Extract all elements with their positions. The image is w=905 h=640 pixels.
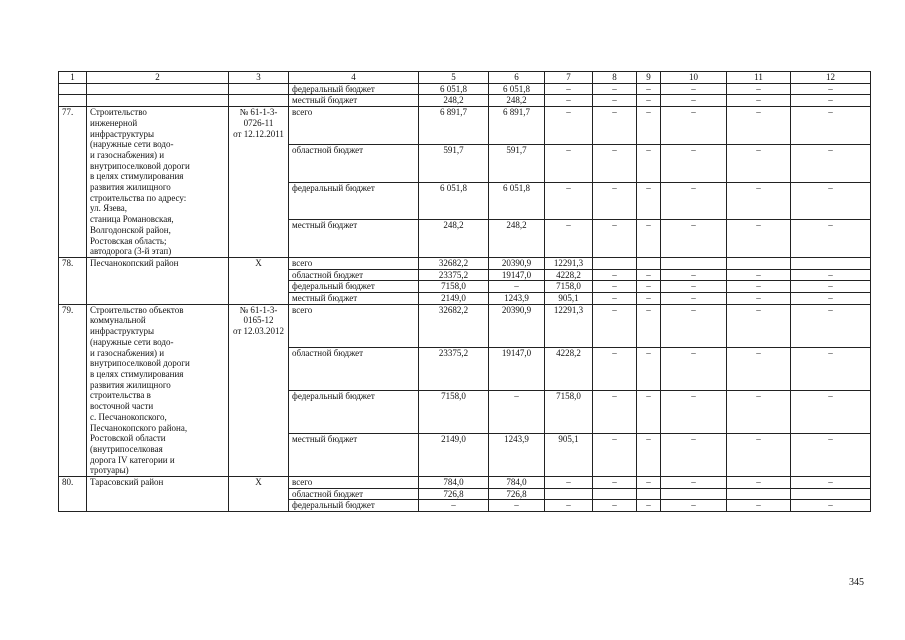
budget-source-label: областной бюджет [289, 144, 419, 182]
column-number: 7 [545, 72, 593, 84]
value-cell: 6 051,8 [419, 182, 489, 220]
document-ref: X [229, 257, 289, 304]
column-number: 1 [59, 72, 87, 84]
budget-source-label: федеральный бюджет [289, 500, 419, 512]
budget-source-label: местный бюджет [289, 220, 419, 258]
column-number: 11 [727, 72, 791, 84]
header-row [59, 72, 871, 84]
empty-cell [59, 95, 87, 107]
column-number: 10 [661, 72, 727, 84]
table-row [59, 257, 871, 269]
value-cell: – [593, 107, 637, 145]
value-cell: – [545, 477, 593, 489]
value-cell: 248,2 [419, 220, 489, 258]
item-name [87, 304, 229, 476]
value-cell: – [545, 144, 593, 182]
empty-cell [87, 83, 229, 95]
value-cell: – [593, 269, 637, 281]
value-cell [637, 257, 661, 269]
value-cell: 20390,9 [489, 257, 545, 269]
value-cell: 784,0 [419, 477, 489, 489]
empty-cell [229, 83, 289, 95]
value-cell: – [637, 220, 661, 258]
item-name-line: автодорога (3-й этап) [90, 246, 172, 257]
value-cell: 7158,0 [545, 390, 593, 433]
value-cell: – [727, 269, 791, 281]
budget-source-label: всего [289, 257, 419, 269]
column-number: 6 [489, 72, 545, 84]
value-cell: – [593, 293, 637, 305]
item-name-line: ул. Язева, [90, 203, 128, 214]
budget-source-label: федеральный бюджет [289, 281, 419, 293]
value-cell: 248,2 [489, 95, 545, 107]
value-cell: – [637, 83, 661, 95]
value-cell: 248,2 [489, 220, 545, 258]
value-cell: – [593, 144, 637, 182]
value-cell [593, 257, 637, 269]
value-cell: – [727, 83, 791, 95]
value-cell: – [489, 281, 545, 293]
value-cell: – [727, 144, 791, 182]
item-name-line: с. Песчанокопского, [90, 411, 167, 422]
value-cell: – [637, 304, 661, 347]
value-cell: – [637, 281, 661, 293]
value-cell: – [593, 281, 637, 293]
table-row [59, 83, 871, 95]
value-cell: – [727, 182, 791, 220]
budget-source-label: всего [289, 107, 419, 145]
item-name-line: и газоснабжения) и [90, 347, 165, 358]
value-cell: – [791, 107, 871, 145]
value-cell: – [637, 269, 661, 281]
item-name: Песчанокопский район [87, 257, 229, 304]
value-cell: – [545, 500, 593, 512]
budget-source-label: федеральный бюджет [289, 390, 419, 433]
value-cell [637, 488, 661, 500]
item-name-line: (внутрипоселковая [90, 443, 163, 454]
item-name-line: Ростовская область; [90, 235, 167, 246]
page-number: 345 [849, 577, 864, 588]
value-cell: – [661, 144, 727, 182]
value-cell: 32682,2 [419, 257, 489, 269]
item-name-line: дорога IV категории и [90, 454, 175, 465]
value-cell: – [791, 182, 871, 220]
value-cell: – [593, 390, 637, 433]
value-cell: – [593, 347, 637, 390]
value-cell: – [593, 477, 637, 489]
value-cell: – [661, 107, 727, 145]
value-cell: – [791, 347, 871, 390]
value-cell: – [727, 433, 791, 476]
column-number: 8 [593, 72, 637, 84]
budget-source-label: областной бюджет [289, 269, 419, 281]
document-ref-line: от 12.03.2012 [232, 326, 285, 337]
value-cell: – [593, 304, 637, 347]
value-cell: – [637, 347, 661, 390]
value-cell: – [545, 95, 593, 107]
value-cell: – [637, 144, 661, 182]
document-ref-line: 0165-12 [243, 315, 274, 326]
item-name-line: станица Романовская, [90, 214, 174, 225]
value-cell: – [419, 500, 489, 512]
column-number: 12 [791, 72, 871, 84]
value-cell: – [593, 500, 637, 512]
value-cell: – [593, 95, 637, 107]
value-cell [791, 257, 871, 269]
value-cell: 1243,9 [489, 433, 545, 476]
item-number: 80. [59, 477, 87, 512]
value-cell: – [593, 83, 637, 95]
value-cell: – [661, 293, 727, 305]
value-cell: – [791, 83, 871, 95]
value-cell: – [661, 182, 727, 220]
budget-source-label: областной бюджет [289, 347, 419, 390]
value-cell: 7158,0 [419, 281, 489, 293]
budget-source-label: местный бюджет [289, 433, 419, 476]
value-cell: – [637, 107, 661, 145]
value-cell: 12291,3 [545, 257, 593, 269]
empty-cell [59, 83, 87, 95]
column-number: 3 [229, 72, 289, 84]
item-name-line: Строительство объектов [90, 304, 184, 315]
item-name-line: строительства по адресу: [90, 192, 187, 203]
item-name-line: коммунальной [90, 315, 146, 326]
item-name-line: строительства в [90, 390, 151, 401]
value-cell: 905,1 [545, 293, 593, 305]
item-name-line: в целях стимулирования [90, 171, 184, 182]
value-cell: – [545, 220, 593, 258]
value-cell: 7158,0 [419, 390, 489, 433]
value-cell: 726,8 [419, 488, 489, 500]
item-name-line: восточной части [90, 401, 154, 412]
value-cell: – [661, 95, 727, 107]
value-cell: 2149,0 [419, 293, 489, 305]
value-cell: 23375,2 [419, 269, 489, 281]
value-cell: 12291,3 [545, 304, 593, 347]
budget-table [58, 71, 871, 512]
table-row [59, 107, 871, 145]
empty-cell [87, 95, 229, 107]
item-name-line: Песчанокопского района, [90, 422, 188, 433]
item-name-line: (наружные сети водо- [90, 139, 174, 150]
value-cell: – [593, 433, 637, 476]
budget-source-label: всего [289, 477, 419, 489]
value-cell: – [637, 293, 661, 305]
value-cell [593, 488, 637, 500]
value-cell: – [661, 433, 727, 476]
value-cell: – [637, 95, 661, 107]
value-cell: 591,7 [489, 144, 545, 182]
value-cell: – [489, 390, 545, 433]
value-cell: 19147,0 [489, 269, 545, 281]
value-cell: – [637, 182, 661, 220]
item-name-line: инфраструктуры [90, 128, 154, 139]
item-number: 78. [59, 257, 87, 304]
value-cell: – [791, 477, 871, 489]
value-cell [727, 257, 791, 269]
item-number: 77. [59, 107, 87, 258]
value-cell: 248,2 [419, 95, 489, 107]
item-name-line: инженерной [90, 117, 138, 128]
value-cell: 905,1 [545, 433, 593, 476]
budget-source-label: местный бюджет [289, 293, 419, 305]
column-number: 5 [419, 72, 489, 84]
value-cell: – [661, 220, 727, 258]
table-row [59, 304, 871, 347]
value-cell: – [727, 347, 791, 390]
value-cell: – [791, 144, 871, 182]
column-number: 9 [637, 72, 661, 84]
item-name [87, 107, 229, 258]
document-ref-line: 0726-11 [243, 117, 274, 128]
column-number: 4 [289, 72, 419, 84]
value-cell: – [791, 433, 871, 476]
value-cell: – [791, 293, 871, 305]
value-cell: 32682,2 [419, 304, 489, 347]
item-name-line: Ростовской области [90, 433, 166, 444]
value-cell: – [791, 500, 871, 512]
value-cell: – [727, 293, 791, 305]
value-cell: – [791, 281, 871, 293]
document-ref [229, 107, 289, 258]
item-name-line: и газоснабжения) и [90, 149, 165, 160]
value-cell: – [661, 304, 727, 347]
item-name-line: внутрипоселковой дороги [90, 160, 190, 171]
item-name-line: Волгодонской район, [90, 224, 171, 235]
document-ref-line: № 61-1-3- [239, 107, 278, 118]
value-cell: – [727, 220, 791, 258]
value-cell: – [637, 433, 661, 476]
value-cell [791, 488, 871, 500]
value-cell: 19147,0 [489, 347, 545, 390]
value-cell: 6 051,8 [489, 83, 545, 95]
value-cell: – [661, 347, 727, 390]
value-cell [661, 488, 727, 500]
item-name: Тарасовский район [87, 477, 229, 512]
column-number: 2 [87, 72, 229, 84]
value-cell: – [727, 500, 791, 512]
item-name-line: (наружные сети водо- [90, 336, 174, 347]
value-cell: 4228,2 [545, 269, 593, 281]
item-name-line: в целях стимулирования [90, 368, 184, 379]
value-cell: – [545, 83, 593, 95]
value-cell: – [661, 269, 727, 281]
value-cell: – [661, 390, 727, 433]
value-cell: – [593, 220, 637, 258]
budget-source-label: федеральный бюджет [289, 83, 419, 95]
value-cell: – [791, 220, 871, 258]
value-cell: – [727, 107, 791, 145]
value-cell: 20390,9 [489, 304, 545, 347]
value-cell [727, 488, 791, 500]
document-ref: X [229, 477, 289, 512]
document-ref [229, 304, 289, 476]
document-ref-line: № 61-1-3- [239, 304, 278, 315]
value-cell: – [727, 304, 791, 347]
value-cell: – [727, 477, 791, 489]
value-cell: – [545, 107, 593, 145]
value-cell: 591,7 [419, 144, 489, 182]
value-cell: 726,8 [489, 488, 545, 500]
value-cell: – [593, 182, 637, 220]
value-cell: – [791, 304, 871, 347]
value-cell: 7158,0 [545, 281, 593, 293]
document-ref-line: от 12.12.2011 [233, 128, 284, 139]
value-cell: – [661, 281, 727, 293]
table-row [59, 95, 871, 107]
budget-source-label: федеральный бюджет [289, 182, 419, 220]
item-name-line: развития жилищного [90, 182, 171, 193]
value-cell: – [791, 390, 871, 433]
value-cell: – [637, 390, 661, 433]
value-cell [661, 257, 727, 269]
value-cell: – [489, 500, 545, 512]
value-cell: 1243,9 [489, 293, 545, 305]
value-cell: – [791, 269, 871, 281]
value-cell: – [727, 390, 791, 433]
item-name-line: тротуары) [90, 465, 129, 476]
value-cell: 6 891,7 [489, 107, 545, 145]
value-cell: – [545, 182, 593, 220]
budget-source-label: местный бюджет [289, 95, 419, 107]
value-cell: – [661, 83, 727, 95]
value-cell: – [727, 95, 791, 107]
table-row [59, 477, 871, 489]
item-name-line: Строительство [90, 107, 147, 118]
budget-source-label: всего [289, 304, 419, 347]
value-cell: 6 051,8 [489, 182, 545, 220]
value-cell: 784,0 [489, 477, 545, 489]
empty-cell [229, 95, 289, 107]
value-cell: – [791, 95, 871, 107]
item-name-line: инфраструктуры [90, 326, 154, 337]
value-cell: 2149,0 [419, 433, 489, 476]
value-cell: 6 051,8 [419, 83, 489, 95]
value-cell: 6 891,7 [419, 107, 489, 145]
value-cell: 23375,2 [419, 347, 489, 390]
value-cell: – [661, 500, 727, 512]
item-name-line: внутрипоселковой дороги [90, 358, 190, 369]
item-name-line: развития жилищного [90, 379, 171, 390]
budget-source-label: областной бюджет [289, 488, 419, 500]
value-cell: – [727, 281, 791, 293]
item-number: 79. [59, 304, 87, 476]
value-cell: – [661, 477, 727, 489]
value-cell: 4228,2 [545, 347, 593, 390]
value-cell [545, 488, 593, 500]
value-cell: – [637, 500, 661, 512]
value-cell: – [637, 477, 661, 489]
